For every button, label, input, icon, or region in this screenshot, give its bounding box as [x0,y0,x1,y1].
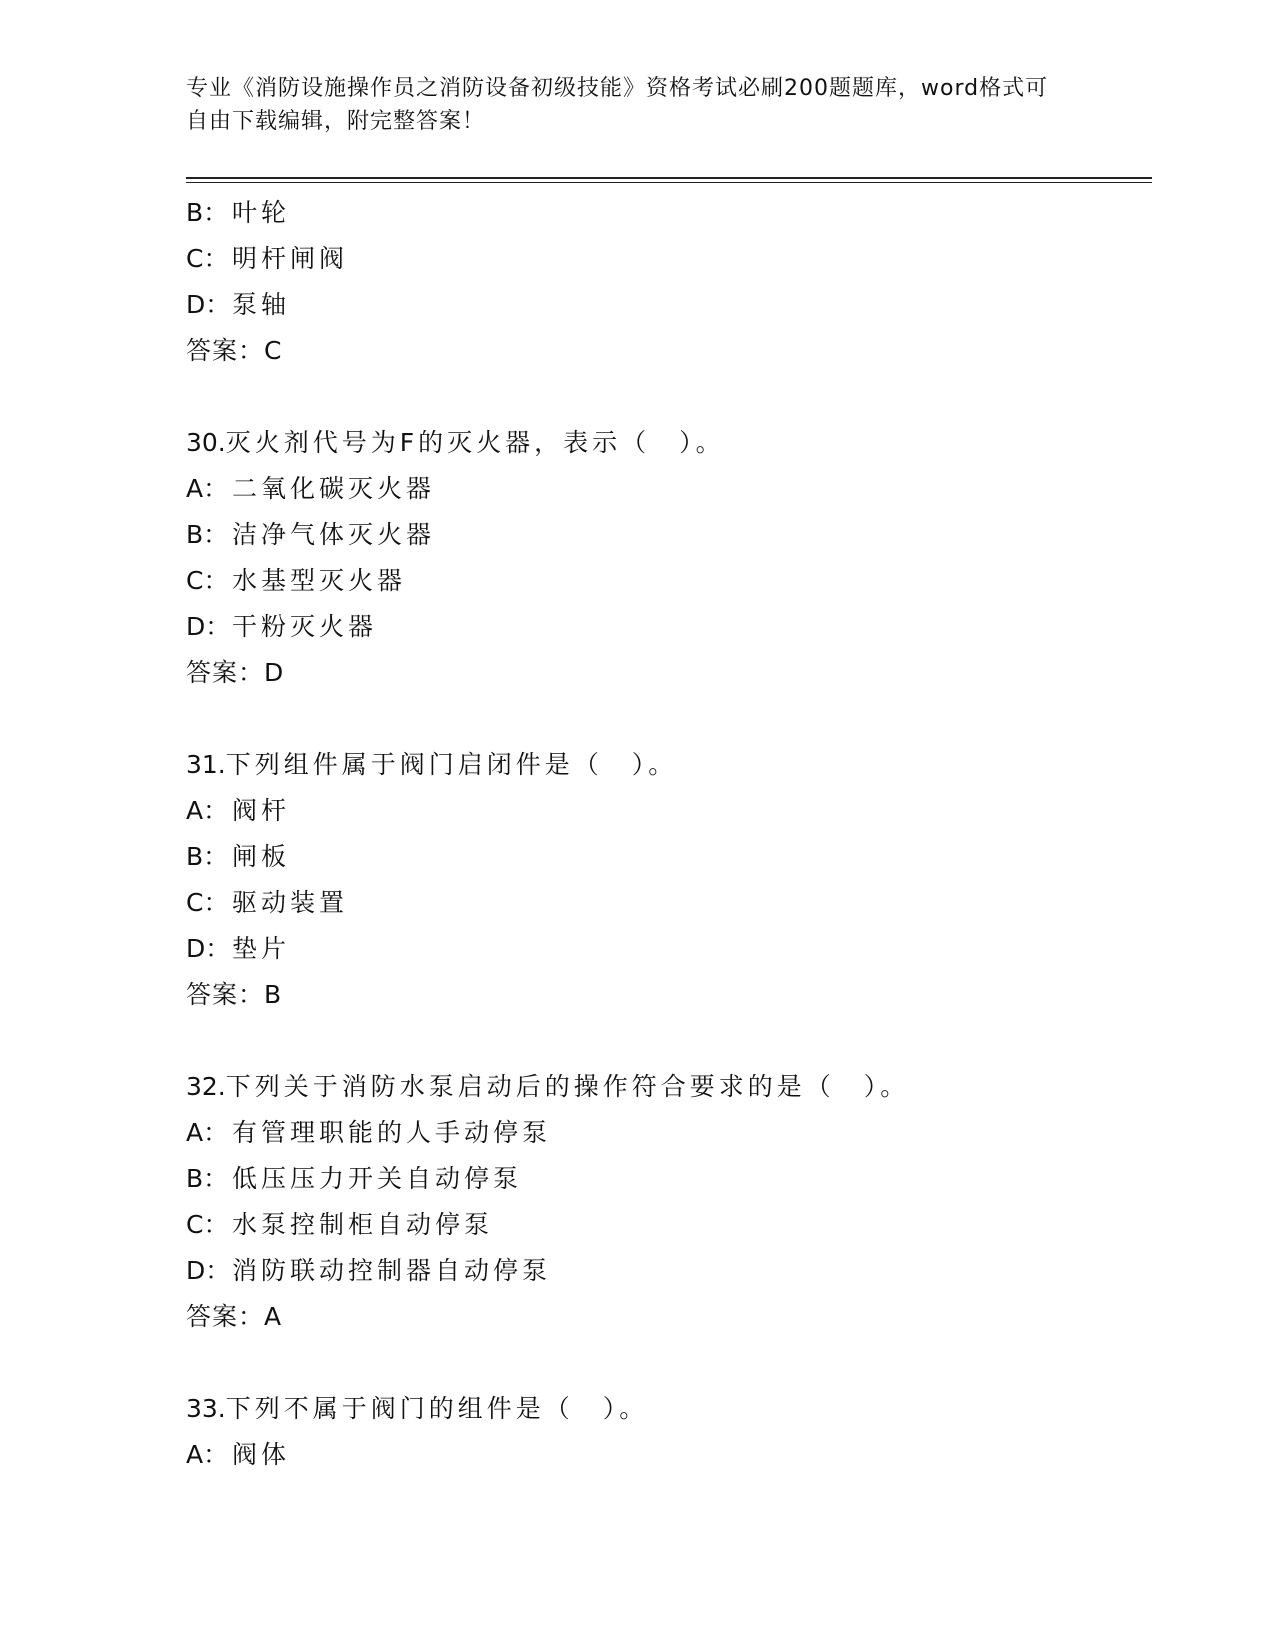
option-text: 干粉灭火器 [232,612,378,641]
question-text: 下列不属于阀门的组件是（ ）。 [225,1394,649,1423]
answer-line: 答案：C [186,336,283,365]
question-stem [186,1064,1146,1110]
option-d [186,282,1146,328]
option-key: B： [186,198,229,227]
option-c [186,880,1146,926]
question-continued [186,190,1146,374]
option-key: A： [186,474,229,503]
option-text: 水基型灭火器 [232,566,407,595]
option-a [186,466,1146,512]
option-key: D： [186,612,231,641]
option-text: 二氧化碳灭火器 [232,474,436,503]
option-d [186,1248,1146,1294]
option-text: 垫片 [232,934,291,963]
option-key: C： [186,244,229,273]
answer-line: 答案：A [186,1302,283,1331]
option-key: C： [186,566,229,595]
answer-line: 答案：D [186,658,285,687]
header-divider-thin [186,182,1152,183]
option-key: A： [186,1118,229,1147]
question-33 [186,1386,1146,1478]
option-key: B： [186,1164,229,1193]
question-number: 31. [186,750,226,779]
option-text: 闸板 [232,842,291,871]
document-header: 专业《消防设施操作员之消防设备初级技能》资格考试必刷200题题库，word格式可自由下载编辑，附完整答案！ [186,76,1049,134]
option-key: D： [186,934,231,963]
option-key: D： [186,290,231,319]
option-key: B： [186,842,229,871]
option-b [186,1156,1146,1202]
option-text: 阀体 [232,1440,291,1469]
answer-line: 答案：B [186,980,283,1009]
option-text: 消防联动控制器自动停泵 [232,1256,552,1285]
header-divider-thick [186,177,1152,179]
option-a [186,788,1146,834]
option-text: 阀杆 [232,796,291,825]
option-text: 有管理职能的人手动停泵 [232,1118,552,1147]
question-stem [186,1386,1146,1432]
option-c [186,236,1146,282]
question-number: 33. [186,1394,226,1423]
option-c [186,558,1146,604]
question-30 [186,420,1146,696]
option-text: 低压压力开关自动停泵 [232,1164,523,1193]
option-text: 驱动装置 [232,888,349,917]
option-d [186,604,1146,650]
spacer [186,696,1146,742]
option-text: 洁净气体灭火器 [232,520,436,549]
question-number: 32. [186,1072,226,1101]
spacer [186,374,1146,420]
option-key: D： [186,1256,231,1285]
question-text: 下列组件属于阀门启闭件是（ ）。 [225,750,678,779]
question-text: 下列关于消防水泵启动后的操作符合要求的是（ ）。 [225,1072,910,1101]
option-a [186,1432,1146,1478]
option-a [186,1110,1146,1156]
question-list [186,190,1146,1478]
option-text: 泵轴 [232,290,291,319]
option-b [186,834,1146,880]
option-b [186,512,1146,558]
option-c [186,1202,1146,1248]
option-text: 叶轮 [232,198,291,227]
question-text: 灭火剂代号为F的灭火器，表示（ ）。 [225,428,725,457]
option-key: A： [186,796,229,825]
option-key: C： [186,888,229,917]
question-32 [186,1064,1146,1340]
option-key: C： [186,1210,229,1239]
option-text: 水泵控制柜自动停泵 [232,1210,494,1239]
option-text: 明杆闸阀 [232,244,349,273]
question-stem [186,420,1146,466]
option-b [186,190,1146,236]
question-31 [186,742,1146,1018]
option-key: A： [186,1440,229,1469]
spacer [186,1340,1146,1386]
option-d [186,926,1146,972]
option-key: B： [186,520,229,549]
question-stem [186,742,1146,788]
spacer [186,1018,1146,1064]
question-number: 30. [186,428,226,457]
